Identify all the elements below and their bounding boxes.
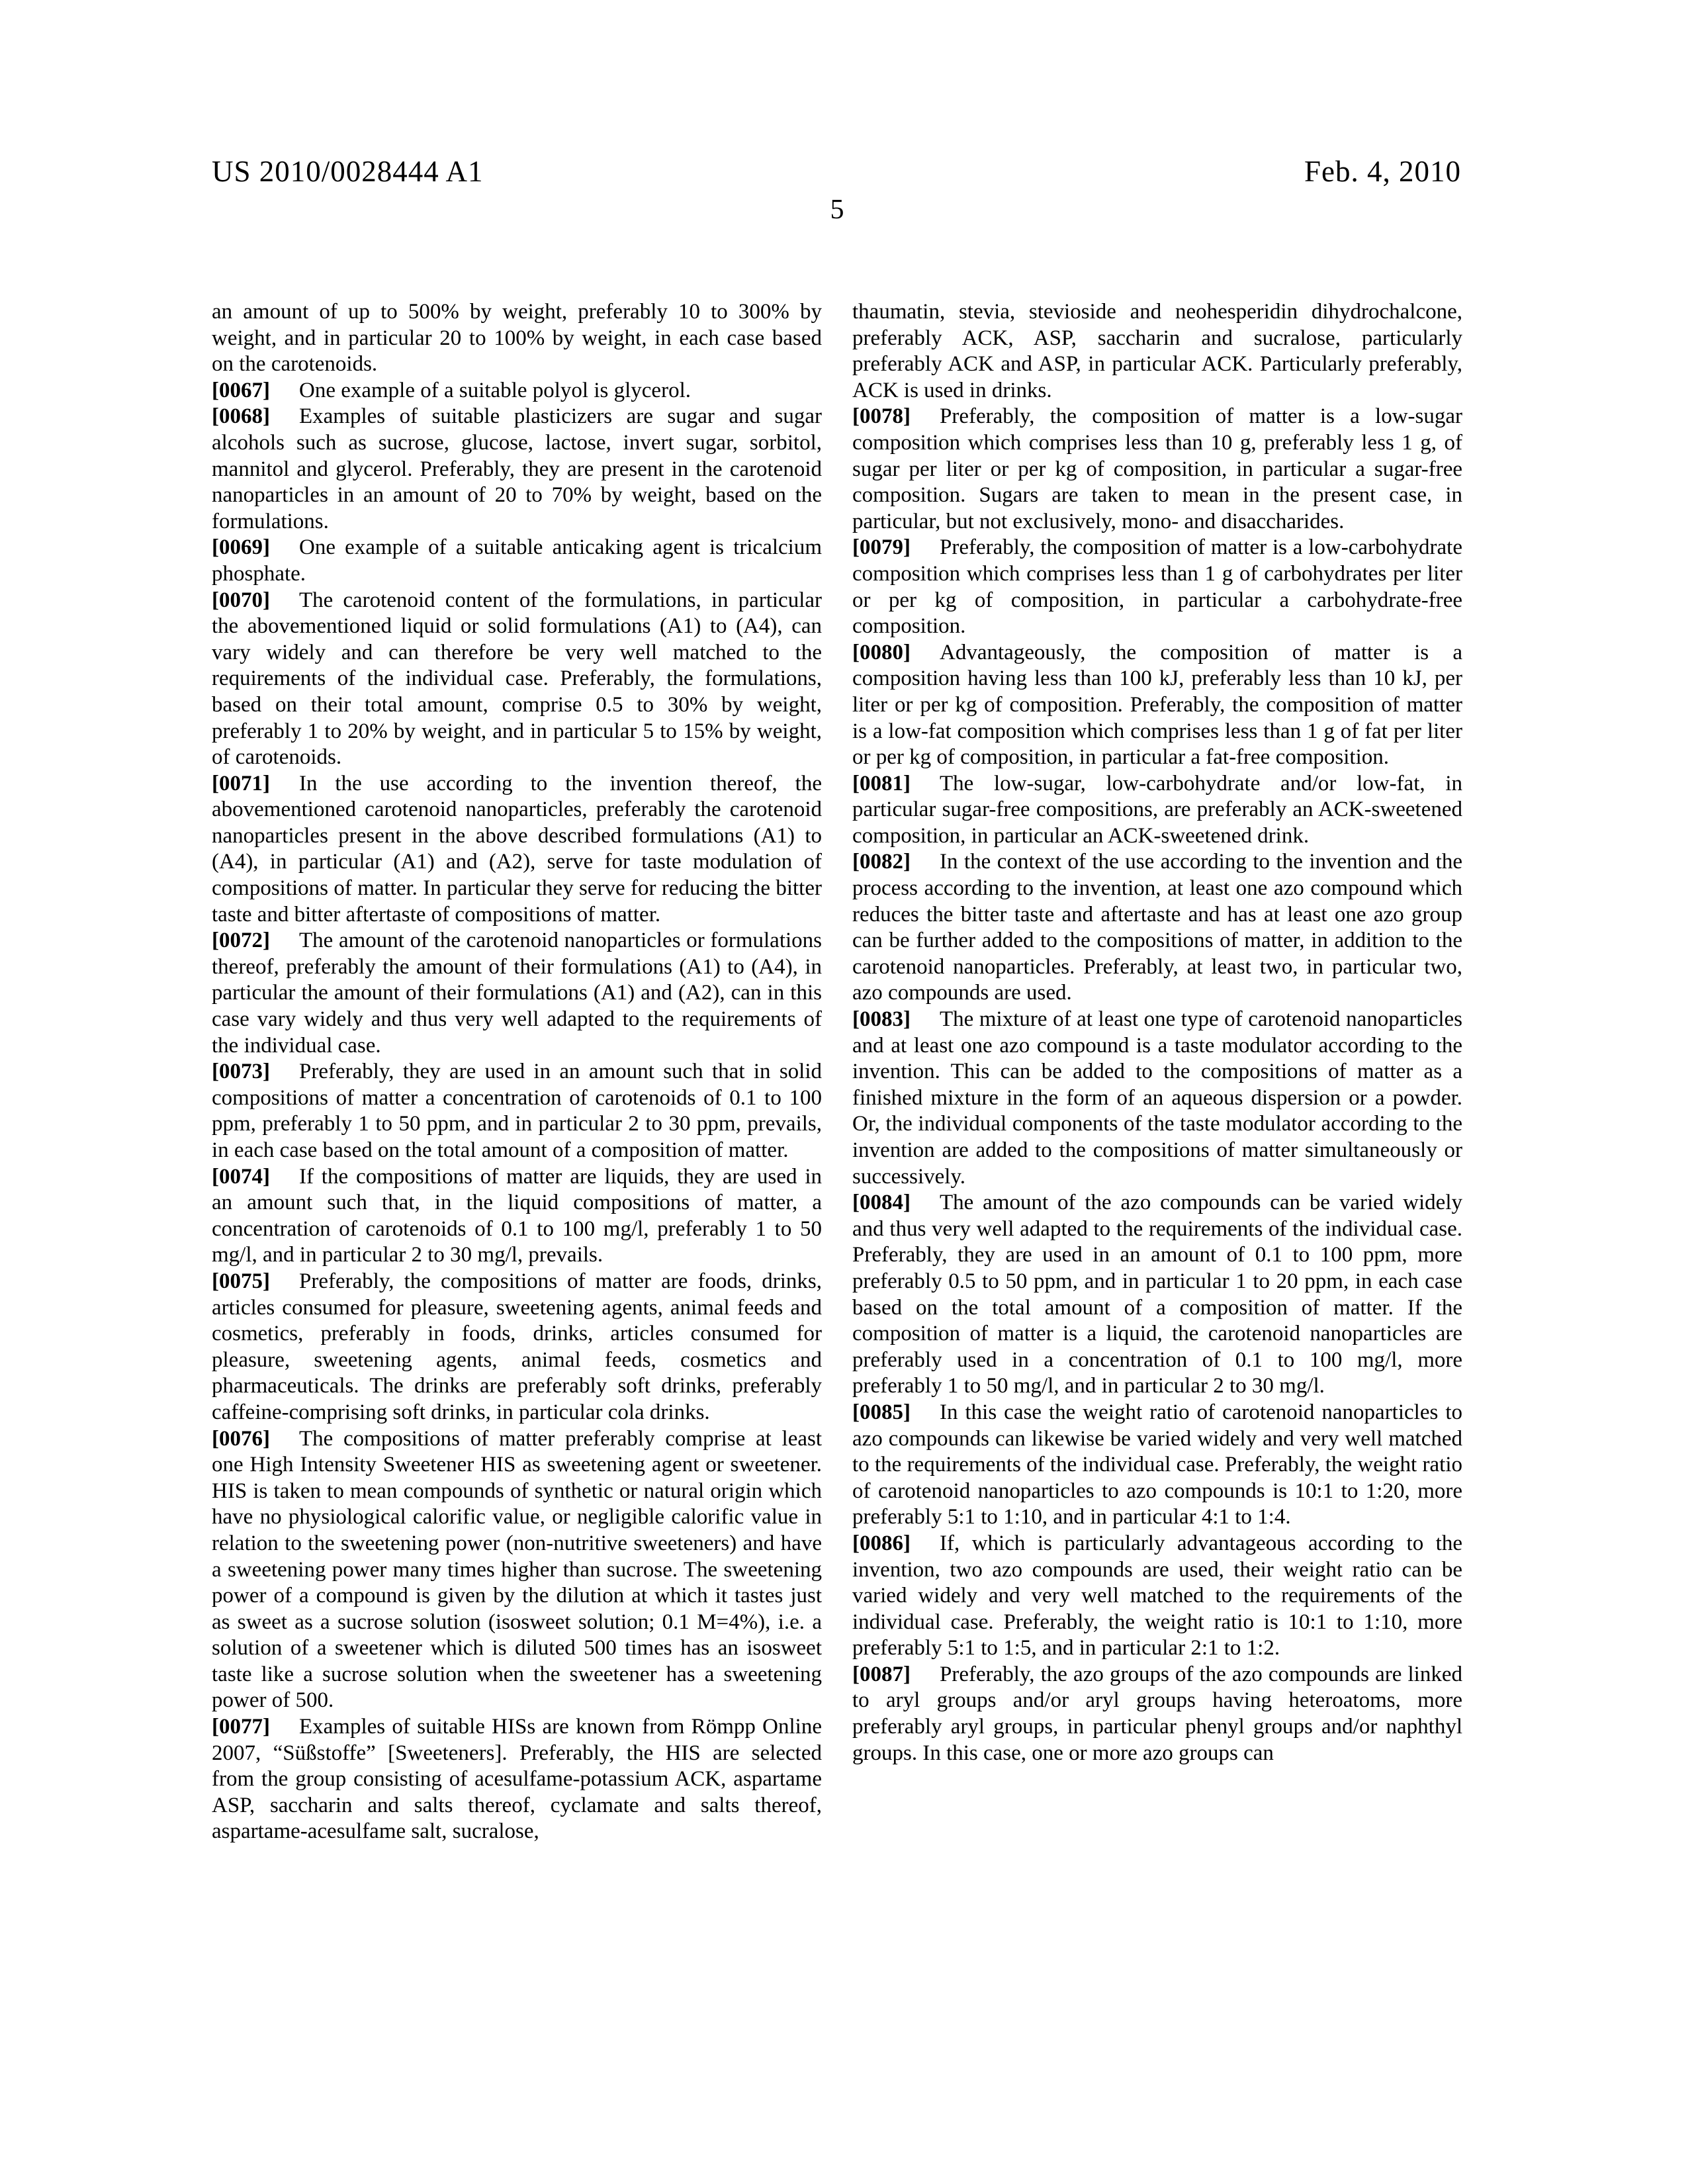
paragraph bbox=[212, 1714, 822, 1845]
paragraph-number: [0078] bbox=[852, 404, 911, 429]
paragraph-number: [0079] bbox=[852, 535, 911, 560]
paragraph bbox=[212, 928, 822, 1059]
paragraph-number: [0085] bbox=[852, 1400, 911, 1424]
paragraph bbox=[852, 1662, 1462, 1766]
paragraph-text: In the context of the use according to the invention and the process according to the invention, at least one azo compound which reduces the bitter taste and aftertaste and has at least one azo group can be further added to the compositions of matter, in addition to the carotenoid nanoparticles. Preferably, at least two, in particular two, azo compounds are used. bbox=[852, 850, 1462, 1005]
right-column bbox=[852, 299, 1462, 1766]
paragraph bbox=[212, 588, 822, 771]
paragraph-text: In this case the weight ratio of carotenoid nanoparticles to azo compounds can likewise be varied widely and very well matched to the requirements of the individual case. Preferably, the weight ratio of carotenoid nanoparticles to azo compounds is 10:1 to 1:20, more preferably 5:1 to 1:10, and in particular 4:1 to 1:4. bbox=[852, 1400, 1462, 1529]
paragraph-number: [0067] bbox=[212, 378, 270, 402]
paragraph-number: [0084] bbox=[852, 1191, 911, 1215]
paragraph-text: If the compositions of matter are liquids, they are used in an amount such that, in the liquid compositions of matter, a concentration of carotenoids of 0.1 to 100 mg/l, preferably 1 to 50 mg/l, and in particular 2 to 30 mg/l, prevails. bbox=[212, 1164, 822, 1267]
paragraph-text: In the use according to the invention thereof, the abovementioned carotenoid nanoparticles, preferably the carotenoid nanoparticles present in the above described formulations (A1) to (A4), in particular (A1) and (A2), serve for taste modulation of compositions of matter. In particular they serve for reducing the bitter taste and bitter aftertaste of compositions of matter. bbox=[212, 771, 822, 927]
paragraph-number: [0081] bbox=[852, 771, 911, 796]
paragraph bbox=[852, 535, 1462, 639]
paragraph-text: The low-sugar, low-carbohydrate and/or low-fat, in particular sugar-free compositions, are preferably an ACK-sweetened composition, in particular an ACK-sweetened drink. bbox=[852, 771, 1462, 848]
paragraph-number: [0073] bbox=[212, 1060, 270, 1084]
paragraph-number: [0076] bbox=[212, 1426, 270, 1451]
paragraph-text: Preferably, the compositions of matter are foods, drinks, articles consumed for pleasure, sweetening agents, animal feeds and cosmetics, preferably in foods, drinks, articles consumed for pleasure, sweetening agents, animal feeds, cosmetics and pharmaceuticals. The drinks are preferably soft drinks, preferably caffeine-comprising soft drinks, in particular cola drinks. bbox=[212, 1269, 822, 1424]
paragraph bbox=[852, 640, 1462, 771]
publication-date: Feb. 4, 2010 bbox=[1304, 155, 1461, 188]
paragraph bbox=[212, 1164, 822, 1269]
paragraph bbox=[212, 299, 822, 378]
paragraph-text: The mixture of at least one type of carotenoid nanoparticles and at least one azo compound is a taste modulator according to the invention. This can be added to the compositions of matter as a finished mixture in the form of an aqueous dispersion or a powder. Or, the individual components of the taste modulator according to the invention are added to the compositions of matter simultaneously or successively. bbox=[852, 1007, 1462, 1189]
paragraph bbox=[852, 1007, 1462, 1190]
paragraph bbox=[852, 1531, 1462, 1662]
paragraph bbox=[852, 1190, 1462, 1400]
paragraph-text: Preferably, the composition of matter is a low-sugar composition which comprises less than 10 g, preferably less 1 g, of sugar per liter or per kg of composition, in particular a sugar-free composition. Sugars are taken to mean in the present case, in particular, but not exclusively, mono- and disaccharides. bbox=[852, 404, 1462, 533]
paragraph-text: Advantageously, the composition of matter is a composition having less than 100 kJ, preferably less than 10 kJ, per liter or per kg of composition. Preferably, the composition of matter is a low-fat composition which comprises less than 1 g of fat per liter or per kg of composition, in particular a fat-free composition. bbox=[852, 640, 1462, 770]
paragraph-text: Preferably, the composition of matter is a low-carbohydrate composition which comprises less than 1 g of carbohydrates per liter or per kg of composition, in particular a carbohydrate-free composition. bbox=[852, 535, 1462, 639]
paragraph-number: [0072] bbox=[212, 929, 270, 953]
paragraph-number: [0087] bbox=[852, 1662, 911, 1686]
paragraph-number: [0071] bbox=[212, 771, 270, 796]
paragraph-text: Examples of suitable plasticizers are sugar and sugar alcohols such as sucrose, glucose, lactose, invert sugar, sorbitol, mannitol and glycerol. Preferably, they are present in the carotenoid nanoparticles in an amount of 20 to 70% by weight, based on the formulations. bbox=[212, 404, 822, 533]
paragraph-number: [0069] bbox=[212, 535, 270, 560]
paragraph-number: [0080] bbox=[852, 640, 911, 664]
paragraph-number: [0082] bbox=[852, 850, 911, 874]
paragraph-text: Preferably, the azo groups of the azo compounds are linked to aryl groups and/or aryl groups having heteroatoms, more preferably aryl groups, in particular phenyl groups and/or naphthyl groups. In this case, one or more azo groups can bbox=[852, 1662, 1462, 1765]
paragraph bbox=[212, 771, 822, 929]
paragraph bbox=[852, 1400, 1462, 1531]
paragraph-text: The compositions of matter preferably comprise at least one High Intensity Sweetener HIS as sweetening agent or sweetener. HIS is taken to mean compounds of synthetic or natural origin which have no physiological calorific value, or negligible calorific value in relation to the sweetening power (non-nutritive sweeteners) and have a sweetening power many times higher than sucrose. The sweetening power of a compound is given by the dilution at which it tastes just as sweet as a sucrose solution (isosweet solution; 0.1 M=4%), i.e. a solution of a sweetener which is diluted 500 times has an isosweet taste like a sucrose solution when the sweetener has a sweetening power of 500. bbox=[212, 1426, 822, 1713]
paragraph-number: [0077] bbox=[212, 1715, 270, 1739]
paragraph-text: thaumatin, stevia, stevioside and neohesperidin dihydrochalcone, preferably ACK, ASP, saccharin and sucralose, particularly preferably ACK and ASP, in particular ACK. Particularly preferably, ACK is used in drinks. bbox=[852, 300, 1462, 402]
paragraph-text: If, which is particularly advantageous according to the invention, two azo compounds are used, their weight ratio can be varied widely and very well matched to the requirements of the individual case. Preferably, the weight ratio is 10:1 to 1:10, more preferably 5:1 to 1:5, and in particular 2:1 to 1:2. bbox=[852, 1531, 1462, 1661]
paragraph-text: The amount of the azo compounds can be varied widely and thus very well adapted to the requirements of the individual case. Preferably, they are used in an amount of 0.1 to 100 ppm, more preferably 0.5 to 50 ppm, and in particular 1 to 20 ppm, in each case based on the total amount of a composition of matter. If the composition of matter is a liquid, the carotenoid nanoparticles are preferably used in a concentration of 0.1 to 100 mg/l, more preferably 1 to 50 mg/l, and in particular 2 to 30 mg/l. bbox=[852, 1191, 1462, 1398]
paragraph bbox=[212, 535, 822, 587]
paragraph-text: Examples of suitable HISs are known from Römpp Online 2007, “Süßstoffe” [Sweeteners]. Preferably, the HIS are selected from the group consisting of acesulfame-potassium ACK, aspartame ASP, saccharin and salts thereof, cyclamate and salts thereof, aspartame-acesulfame salt, sucralose, bbox=[212, 1715, 822, 1844]
paragraph-number: [0074] bbox=[212, 1164, 270, 1189]
patent-number: US 2010/0028444 A1 bbox=[212, 155, 484, 188]
page-number: 5 bbox=[830, 195, 844, 225]
paragraph bbox=[852, 404, 1462, 535]
paragraph bbox=[212, 1269, 822, 1426]
paragraph-number: [0075] bbox=[212, 1269, 270, 1293]
paragraph-text: One example of a suitable polyol is glycerol. bbox=[298, 378, 691, 402]
paragraph bbox=[852, 771, 1462, 850]
paragraph-text: an amount of up to 500% by weight, preferably 10 to 300% by weight, and in particular 20 to 100% by weight, in each case based on the carotenoids. bbox=[212, 300, 822, 377]
paragraph-text: One example of a suitable anticaking agent is tricalcium phosphate. bbox=[212, 535, 822, 586]
paragraph bbox=[852, 299, 1462, 404]
paragraph bbox=[212, 378, 822, 404]
paragraph-number: [0068] bbox=[212, 404, 270, 429]
paragraph-number: [0070] bbox=[212, 588, 270, 612]
paragraph bbox=[852, 849, 1462, 1007]
paragraph-number: [0086] bbox=[852, 1531, 911, 1555]
left-column bbox=[212, 299, 822, 1845]
paragraph bbox=[212, 1426, 822, 1715]
paragraph-text: The amount of the carotenoid nanoparticles or formulations thereof, preferably the amount of their formulations (A1) to (A4), in particular the amount of their formulations (A1) and (A2), can in this case vary widely and thus very well adapted to the requirements of the individual case. bbox=[212, 929, 822, 1058]
paragraph-text: The carotenoid content of the formulations, in particular the abovementioned liquid or solid formulations (A1) to (A4), can vary widely and can therefore be very well matched to the requirements of the individual case. Preferably, the formulations, based on their total amount, comprise 0.5 to 30% by weight, preferably 1 to 20% by weight, and in particular 5 to 15% by weight, of carotenoids. bbox=[212, 588, 822, 770]
paragraph bbox=[212, 404, 822, 535]
paragraph-text: Preferably, they are used in an amount such that in solid compositions of matter a concentration of carotenoids of 0.1 to 100 ppm, preferably 1 to 50 ppm, and in particular 2 to 30 ppm, prevails, in each case based on the total amount of a composition of matter. bbox=[212, 1060, 822, 1162]
paragraph-number: [0083] bbox=[852, 1007, 911, 1032]
paragraph bbox=[212, 1059, 822, 1163]
